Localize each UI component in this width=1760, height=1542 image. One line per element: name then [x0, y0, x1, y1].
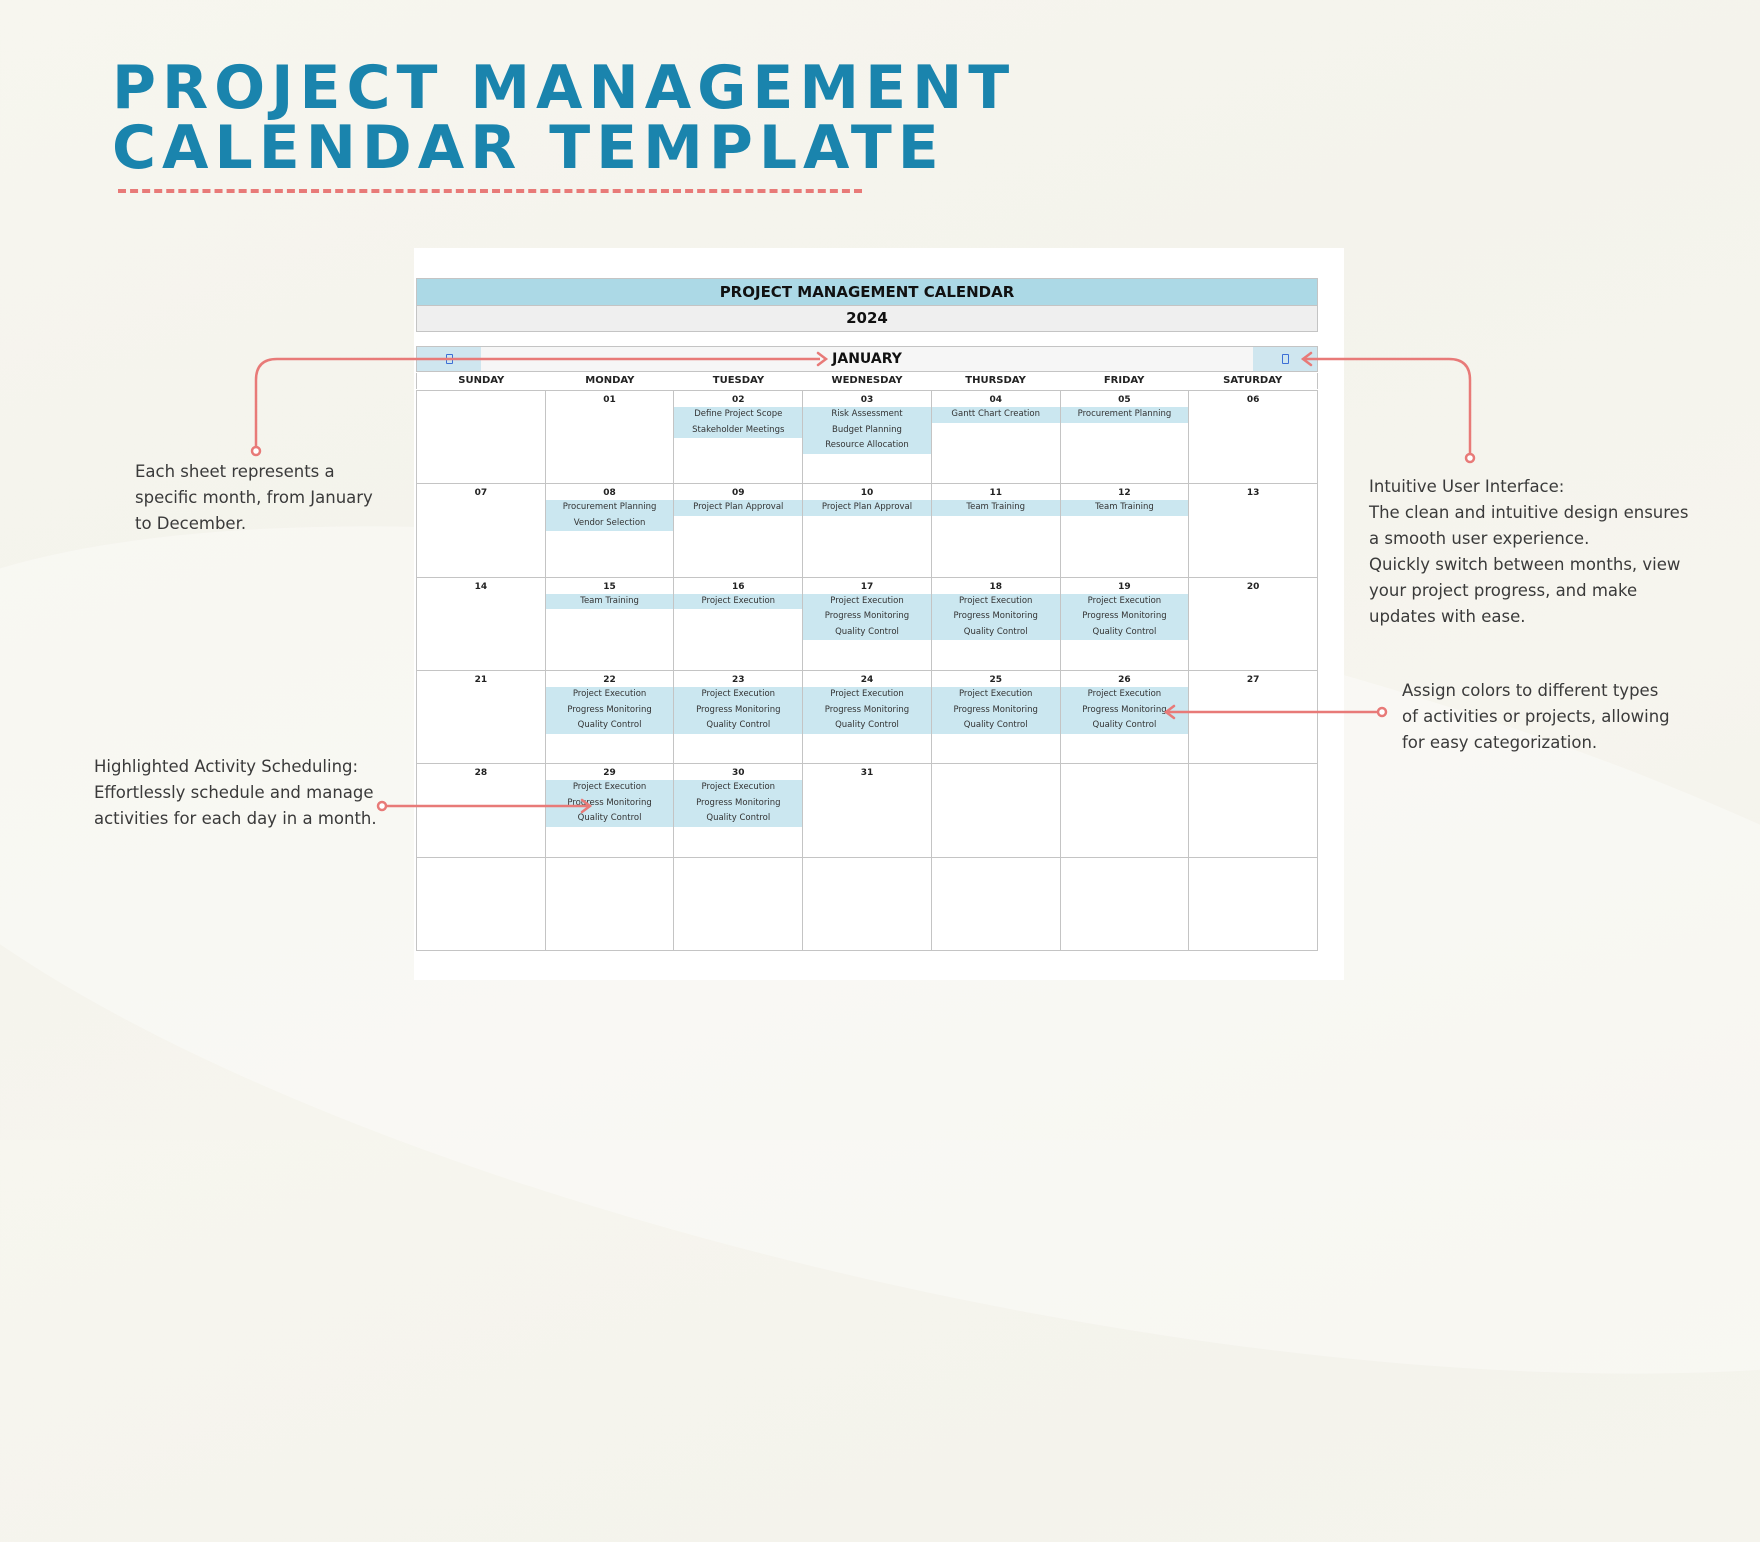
day-cell[interactable] [546, 858, 675, 951]
day-number: 24 [860, 675, 874, 685]
day-number: 15 [603, 581, 616, 592]
note-line: for easy categorization. [1402, 733, 1598, 752]
note-line: Highlighted Activity Scheduling: [94, 757, 359, 776]
day-cell[interactable] [546, 484, 675, 577]
day-number: 08 [603, 488, 616, 499]
note-interface [1369, 474, 1688, 630]
activity-item[interactable]: Project Execution [701, 689, 776, 699]
activity-item[interactable]: Quality Control [577, 813, 642, 824]
day-number: 30 [732, 768, 745, 779]
activity-item[interactable]: Quality Control [1092, 720, 1157, 730]
title-divider [118, 189, 862, 193]
day-cell[interactable] [803, 764, 932, 857]
day-cell[interactable] [417, 484, 546, 577]
day-number: 01 [603, 395, 616, 405]
day-number: 17 [860, 581, 874, 592]
day-cell[interactable] [417, 391, 546, 484]
day-cell[interactable] [1061, 484, 1190, 577]
page-title-line-1: PROJECT MANAGEMENT [112, 53, 1016, 123]
activity-item[interactable]: Project Execution [572, 782, 647, 793]
activity-item[interactable]: Risk Assessment [831, 409, 903, 419]
day-number: 25 [989, 675, 1002, 685]
activity-item[interactable]: Vendor Selection [573, 517, 646, 528]
day-number: 04 [989, 395, 1002, 405]
day-number [1061, 766, 1189, 780]
day-cell[interactable] [1189, 764, 1318, 857]
activity-item[interactable]: Project Execution [572, 689, 647, 699]
day-cell[interactable] [674, 391, 803, 484]
page-title [112, 53, 1016, 183]
day-number: 14 [474, 581, 488, 592]
weekday-wednesday: WEDNESDAY [831, 375, 903, 386]
day-cell[interactable] [803, 671, 932, 764]
day-number: 19 [1118, 581, 1131, 592]
prev-month-button[interactable] [417, 347, 481, 371]
day-number: 02 [732, 395, 745, 405]
note-line: specific month, from January [135, 488, 373, 507]
activity-item[interactable]: Resource Allocation [825, 440, 909, 450]
day-cell[interactable] [674, 671, 803, 764]
activity-item[interactable]: Project Execution [830, 595, 904, 606]
activity-item[interactable]: Procurement Planning [1077, 409, 1172, 419]
activity-item[interactable]: Budget Planning [832, 424, 902, 435]
weekday-header [416, 373, 1318, 389]
day-cell[interactable] [674, 484, 803, 577]
dot-interface [1466, 454, 1474, 462]
activity-item[interactable]: Progress Monitoring [953, 704, 1038, 715]
activity-block [546, 500, 674, 531]
day-cell[interactable] [1061, 391, 1190, 484]
day-number: 23 [732, 675, 745, 685]
day-cell[interactable] [1189, 484, 1318, 577]
day-cell[interactable] [546, 578, 675, 671]
next-month-icon [1282, 354, 1289, 364]
day-number [932, 766, 1060, 780]
day-cell[interactable] [803, 858, 932, 951]
day-number [803, 860, 931, 874]
note-line: to December. [135, 514, 247, 533]
day-number [1189, 860, 1317, 874]
day-number: 13 [1246, 488, 1260, 499]
note-line: a smooth user experience. [1369, 529, 1590, 548]
activity-block [674, 407, 802, 438]
activity-item[interactable]: Quality Control [835, 720, 899, 730]
activity-item[interactable]: Project Plan Approval [821, 502, 913, 513]
weekday-tuesday: TUESDAY [712, 375, 765, 386]
activity-item[interactable]: Progress Monitoring [824, 704, 910, 715]
weekday-saturday: SATURDAY [1223, 375, 1283, 386]
day-cell[interactable] [932, 764, 1061, 857]
activity-item[interactable]: Gantt Chart Creation [951, 409, 1040, 419]
activity-item[interactable]: Quality Control [963, 720, 1028, 730]
activity-block [546, 780, 674, 827]
day-cell[interactable] [417, 671, 546, 764]
note-line: activities for each day in a month. [94, 809, 377, 828]
activity-item[interactable]: Progress Monitoring [567, 704, 652, 715]
day-cell[interactable] [1189, 858, 1318, 951]
activity-block [674, 687, 802, 734]
activity-item[interactable]: Project Execution [958, 595, 1033, 606]
activity-block [803, 407, 931, 454]
day-cell[interactable] [1061, 764, 1190, 857]
activity-item[interactable]: Project Execution [1087, 689, 1162, 699]
activity-item[interactable]: Team Training [1095, 502, 1154, 513]
day-number: 28 [474, 768, 488, 779]
activity-item[interactable]: Stakeholder Meetings [692, 424, 785, 435]
activity-item[interactable]: Quality Control [835, 626, 899, 637]
day-number [417, 393, 545, 407]
activity-item[interactable]: Quality Control [706, 813, 771, 824]
day-number: 16 [732, 581, 745, 592]
activity-item[interactable]: Project Execution [958, 689, 1033, 699]
note-line: Each sheet represents a [135, 462, 335, 481]
activity-item[interactable]: Progress Monitoring [696, 797, 781, 808]
day-cell[interactable] [546, 671, 675, 764]
note-line: The clean and intuitive design ensures [1369, 503, 1689, 522]
activity-block [932, 687, 1060, 734]
day-number: 09 [732, 488, 745, 499]
day-number: 18 [989, 581, 1002, 592]
activity-item[interactable]: Quality Control [963, 626, 1028, 637]
activity-item[interactable]: Project Execution [701, 595, 776, 606]
activity-block [674, 594, 802, 610]
day-cell[interactable] [674, 764, 803, 857]
activity-block [546, 687, 674, 734]
note-line: Assign colors to different types [1402, 681, 1659, 700]
month-bar [416, 346, 1318, 372]
activity-item[interactable]: Team Training [966, 502, 1026, 513]
day-cell[interactable] [417, 578, 546, 671]
note-line: your project progress, and make [1369, 581, 1638, 600]
weekday-thursday: THURSDAY [965, 375, 1026, 386]
activity-item[interactable]: Progress Monitoring [1082, 611, 1167, 622]
calendar-year: 2024 [416, 306, 1318, 332]
day-number [932, 860, 1060, 874]
day-number [1061, 860, 1189, 874]
day-number: 05 [1118, 395, 1131, 405]
prev-month-icon [446, 354, 453, 364]
month-label: JANUARY [832, 351, 902, 367]
day-number: 11 [989, 488, 1002, 499]
day-number: 27 [1246, 675, 1260, 685]
day-cell[interactable] [1189, 578, 1318, 671]
day-number [674, 860, 802, 874]
next-month-button[interactable] [1253, 347, 1317, 371]
weekday-sunday: SUNDAY [458, 375, 505, 386]
day-number [417, 860, 545, 874]
activity-block [803, 594, 931, 641]
activity-item[interactable]: Quality Control [1092, 626, 1157, 637]
day-number [546, 860, 674, 874]
day-cell[interactable] [932, 858, 1061, 951]
day-cell[interactable] [803, 578, 932, 671]
activity-item[interactable]: Progress Monitoring [567, 797, 652, 808]
day-number: 12 [1118, 488, 1131, 499]
note-color-categories [1402, 678, 1670, 756]
day-cell[interactable] [417, 764, 546, 857]
day-cell[interactable] [674, 578, 803, 671]
note-line: Intuitive User Interface: [1369, 477, 1565, 496]
day-number: 20 [1246, 581, 1260, 592]
activity-block [674, 780, 802, 827]
day-cell[interactable] [932, 578, 1061, 671]
activity-block [546, 594, 674, 610]
activity-item[interactable]: Project Execution [830, 689, 904, 699]
note-line: of activities or projects, allowing [1402, 707, 1670, 726]
page-title-line-2: CALENDAR TEMPLATE [112, 113, 945, 183]
day-number: 10 [860, 488, 874, 499]
day-number: 22 [603, 675, 616, 685]
day-number: 29 [603, 768, 616, 779]
day-cell[interactable] [546, 391, 675, 484]
activity-item[interactable]: Progress Monitoring [1082, 704, 1167, 715]
activity-block [1061, 687, 1189, 734]
calendar-header: PROJECT MANAGEMENT CALENDAR [416, 278, 1318, 306]
note-line: Quickly switch between months, view [1369, 555, 1681, 574]
note-line: updates with ease. [1369, 607, 1526, 626]
day-cell[interactable] [1189, 671, 1318, 764]
day-cell[interactable] [674, 858, 803, 951]
activity-item[interactable]: Progress Monitoring [953, 611, 1038, 622]
day-cell[interactable] [932, 484, 1061, 577]
activity-item[interactable]: Procurement Planning [562, 502, 657, 513]
activity-block [674, 500, 802, 516]
activity-block [932, 500, 1060, 516]
weekday-friday: FRIDAY [1103, 375, 1145, 386]
day-cell[interactable] [1189, 391, 1318, 484]
activity-item[interactable]: Project Plan Approval [693, 502, 784, 513]
activity-item[interactable]: Quality Control [577, 720, 642, 730]
day-cell[interactable] [803, 484, 932, 577]
activity-block [1061, 500, 1189, 516]
day-cell[interactable] [1061, 671, 1190, 764]
day-number: 03 [860, 395, 874, 405]
activity-item[interactable]: Progress Monitoring [824, 611, 910, 622]
activity-item[interactable]: Team Training [580, 595, 639, 606]
day-cell[interactable] [803, 391, 932, 484]
dot-monthly-sheets [252, 447, 260, 455]
note-line: Effortlessly schedule and manage [94, 783, 374, 802]
activity-block [1061, 407, 1189, 423]
weekday-monday: MONDAY [585, 375, 635, 386]
day-number [1189, 766, 1317, 780]
calendar-grid [416, 390, 1318, 951]
activity-block [803, 500, 931, 516]
note-activity-scheduling [94, 754, 377, 832]
activity-item[interactable]: Project Execution [1087, 595, 1162, 606]
day-cell[interactable] [1061, 578, 1190, 671]
activity-block [1061, 594, 1189, 641]
activity-block [932, 407, 1060, 423]
day-cell[interactable] [546, 764, 675, 857]
day-cell[interactable] [1061, 858, 1190, 951]
activity-block [932, 594, 1060, 641]
day-number: 26 [1118, 675, 1131, 685]
note-monthly-sheets [135, 459, 373, 537]
activity-item[interactable]: Progress Monitoring [696, 704, 781, 715]
day-cell[interactable] [932, 391, 1061, 484]
activity-item[interactable]: Quality Control [706, 720, 771, 730]
day-number: 31 [860, 768, 874, 779]
day-number: 06 [1246, 395, 1260, 405]
day-cell[interactable] [417, 858, 546, 951]
day-number: 07 [474, 488, 488, 499]
activity-item[interactable]: Define Project Scope [694, 409, 783, 419]
day-cell[interactable] [932, 671, 1061, 764]
day-number: 21 [474, 675, 488, 685]
activity-block [803, 687, 931, 734]
activity-item[interactable]: Project Execution [701, 782, 776, 793]
